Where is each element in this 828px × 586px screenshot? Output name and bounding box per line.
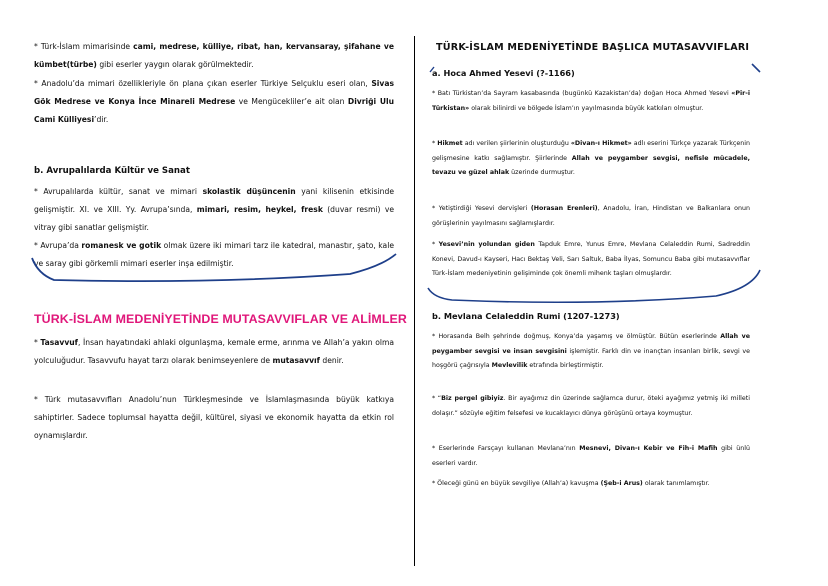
paragraph-anatolia-architecture: * Anadolu’da mimari özellikleriyle ön plana çıkan eserler Türkiye Selçuklu eseri olan, Sivas Gök Medrese ve Konya İnce Minareli Medrese ve Mengücekliler’e ait olan Divriği Ulu Cami Külliyesi’dir. [34,79,395,124]
paragraph-turkish-mystics: * Türk mutasavvıfları Anadolu’nun Türkleşmesinde ve İslamlaşmasında büyük katkıya sahiptirler. Sadece toplumsal hayatta değil, kültürel, siyasi ve ekonomik hayatta da etkin rol oynamışlardır. [34,395,394,440]
paragraph-mevlana-works: * Eserlerinde Farsçayı kullanan Mevlana’nın Mesnevi, Divan-ı Kebir ve Fih-i Mafih gibi ünlü eserleri vardır. [432,445,751,467]
paragraph-yesevi-hikmet: * Hikmet adı verilen şiirlerinin oluşturduğu «Divan-ı Hikmet» adlı eserini Türkçe yazarak Türkçenin gelişmesine katkı sağlamıştır. Şiirlerinde Allah ve peygamber sevgisi, nefisle mücadele, tevazu ve güzel ahlak üzerinde durmuştur. [432,140,751,177]
paragraph-mevlana-seb-i-arus: * Öleceği günü en büyük sevgiliye (Allah’a) kavuşma (Şeb-i Arus) olarak tanımlamıştır. [432,480,710,487]
paragraph-europe-culture: * Avrupalılarda kültür, sanat ve mimari skolastik düşüncenin yani kilisenin etkisinde gelişmiştir. XI. ve XIII. Yy. Avrupa’sında, mimari, resim, heykel, fresk (duvar resmi) ve vitray gibi sanatlar gelişmiştir. [34,187,394,232]
paragraph-yesevi-followers: * Yesevi’nin yolundan giden Tapduk Emre, Yunus Emre, Mevlana Celaleddin Rumi, Sadreddin Konevi, Davud-ı Kayseri, Hacı Bektaş Veli, Sarı Saltuk, Baba İlyas, Somuncu Baba gibi mutasavvıflar Türk-İslam medeniyetinin gelişiminde çok önemli mihenk taşları olmuşlardır. [432,241,751,278]
curved-divider-decoration [30,252,400,288]
main-heading-mystics-scholars: TÜRK-İSLAM MEDENİYETİNDE MUTASAVVIFLAR VE ALİMLER [34,312,407,326]
paragraph-mevlana-life: * Horasanda Belh şehrinde doğmuş, Konya’da yaşamış ve ölmüştür. Bütün eserlerinde Allah ve peygamber sevgisi ve insan sevgisini işlemiştir. Farklı din ve inançtan insanları birlik, sevgi ve hoşgörü çağrısıyla Mevlevilik etrafında birleştirmiştir. [432,333,750,370]
column-divider [414,36,415,566]
section-heading-europe: b. Avrupalılarda Kültür ve Sanat [34,166,190,176]
paragraph-yesevi-dervishes: * Yetiştirdiği Yesevi dervişleri (Horasan Erenleri), Anadolu, İran, Hindistan ve Balkanlara onun görüşlerinin yayılmasını sağlamışlardır. [432,205,750,227]
paragraph-yesevi-birth: * Batı Türkistan’da Sayram kasabasında (bugünkü Kazakistan’da) doğan Hoca Ahmed Yesevi «Pir-i Türkistan» olarak bilinirdi ve bölgede İslam’ın yayılmasında büyük katkıları olmuştur. [432,90,750,112]
main-heading-principal-mystics: TÜRK-İSLAM MEDENİYETİNDE BAŞLICA MUTASAVVIFLARI [436,42,750,53]
paragraph-mevlana-compass: * “Biz pergel gibiyiz. Bir ayağımız din üzerinde sağlamca durur, öteki ayağımız yetmiş iki milleti dolaşır.” sözüyle eğitim felsefesi ve kucaklayıcı dünya görüşünü ortaya koymuştur. [432,395,751,417]
top-corner-marks-decoration [426,58,766,78]
curved-divider-decoration-right [426,266,766,306]
section-heading-mevlana: b. Mevlana Celaleddin Rumi (1207-1273) [432,311,620,321]
paragraph-europe-styles: * Avrupa’da romanesk ve gotik olmak üzere iki mimari tarz ile katedral, manastır, şato, kale ve saray gibi görkemli mimari eserler inşa edilmiştir. [34,241,394,268]
paragraph-tasavvuf-definition: * Tasavvuf, İnsan hayatındaki ahlaki olgunlaşma, kemale erme, arınma ve Allah’a yakın olma yolculuğudur. Tasavvufu hayat tarzı olarak benimseyenlere de mutasavvıf denir. [34,338,395,365]
paragraph-turk-islam-architecture: * Türk-İslam mimarisinde cami, medrese, külliye, ribat, han, kervansaray, şifahane ve kümbet(türbe) gibi eserler yaygın olarak görülmektedir. [34,42,394,69]
section-heading-ahmed-yesevi: a. Hoca Ahmed Yesevi (?-1166) [432,68,575,78]
